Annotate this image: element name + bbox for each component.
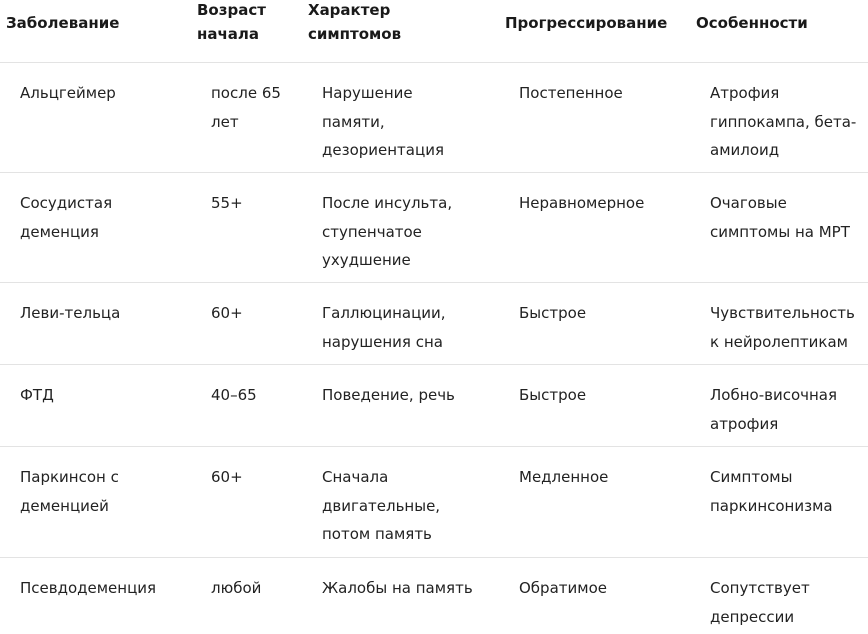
cell-progression: Медленное	[519, 468, 609, 486]
table-row	[0, 63, 868, 173]
header-progression: Прогрессирование	[505, 14, 668, 32]
cell-disease: Альцгеймер	[20, 84, 116, 102]
cell-disease: ФТД	[20, 386, 54, 404]
cell-progression: Быстрое	[519, 386, 587, 404]
header-features: Особенности	[696, 14, 808, 32]
table-header	[0, 0, 868, 63]
cell-symptoms: Нарушение памяти, дезориентация	[322, 84, 444, 159]
cell-progression: Быстрое	[519, 304, 587, 322]
cell-features: Чувствительность к нейролептикам	[710, 304, 855, 351]
table-row	[0, 365, 868, 447]
cell-onset-age: 60+	[211, 468, 243, 486]
cell-features: Симптомы паркинсонизма	[710, 468, 833, 515]
cell-features: Лобно-височная атрофия	[710, 386, 838, 433]
table-row	[0, 173, 868, 283]
cell-progression: Неравномерное	[519, 194, 645, 212]
cell-onset-age: 60+	[211, 304, 243, 322]
cell-onset-age: 40–65	[211, 386, 257, 404]
cell-symptoms: Поведение, речь	[322, 386, 455, 404]
cell-progression: Постепенное	[519, 84, 623, 102]
cell-disease: Паркинсон с деменцией	[20, 468, 119, 515]
cell-features: Атрофия гиппокампа, бета-амилоид	[710, 84, 857, 159]
cell-symptoms: Галлюцинации, нарушения сна	[322, 304, 446, 351]
cell-onset-age: после 65 лет	[211, 84, 281, 131]
cell-symptoms: Жалобы на память	[322, 579, 473, 597]
cell-features: Очаговые симптомы на МРТ	[710, 194, 850, 241]
table-row	[0, 558, 868, 634]
cell-symptoms: После инсульта, ступенчатое ухудшение	[322, 194, 453, 269]
header-symptoms: Характер симптомов	[308, 1, 402, 43]
table-row	[0, 447, 868, 558]
cell-disease: Псевдодеменция	[20, 579, 157, 597]
cell-disease: Леви-тельца	[20, 304, 121, 322]
header-disease: Заболевание	[6, 14, 120, 32]
table-row	[0, 283, 868, 365]
cell-onset-age: любой	[211, 579, 262, 597]
cell-progression: Обратимое	[519, 579, 607, 597]
cell-symptoms: Сначала двигательные, потом память	[322, 468, 441, 543]
header-onset-age: Возраст начала	[197, 1, 266, 43]
cell-features: Сопутствует депрессии	[710, 579, 810, 626]
cell-disease: Сосудистая деменция	[20, 194, 113, 241]
cell-onset-age: 55+	[211, 194, 243, 212]
